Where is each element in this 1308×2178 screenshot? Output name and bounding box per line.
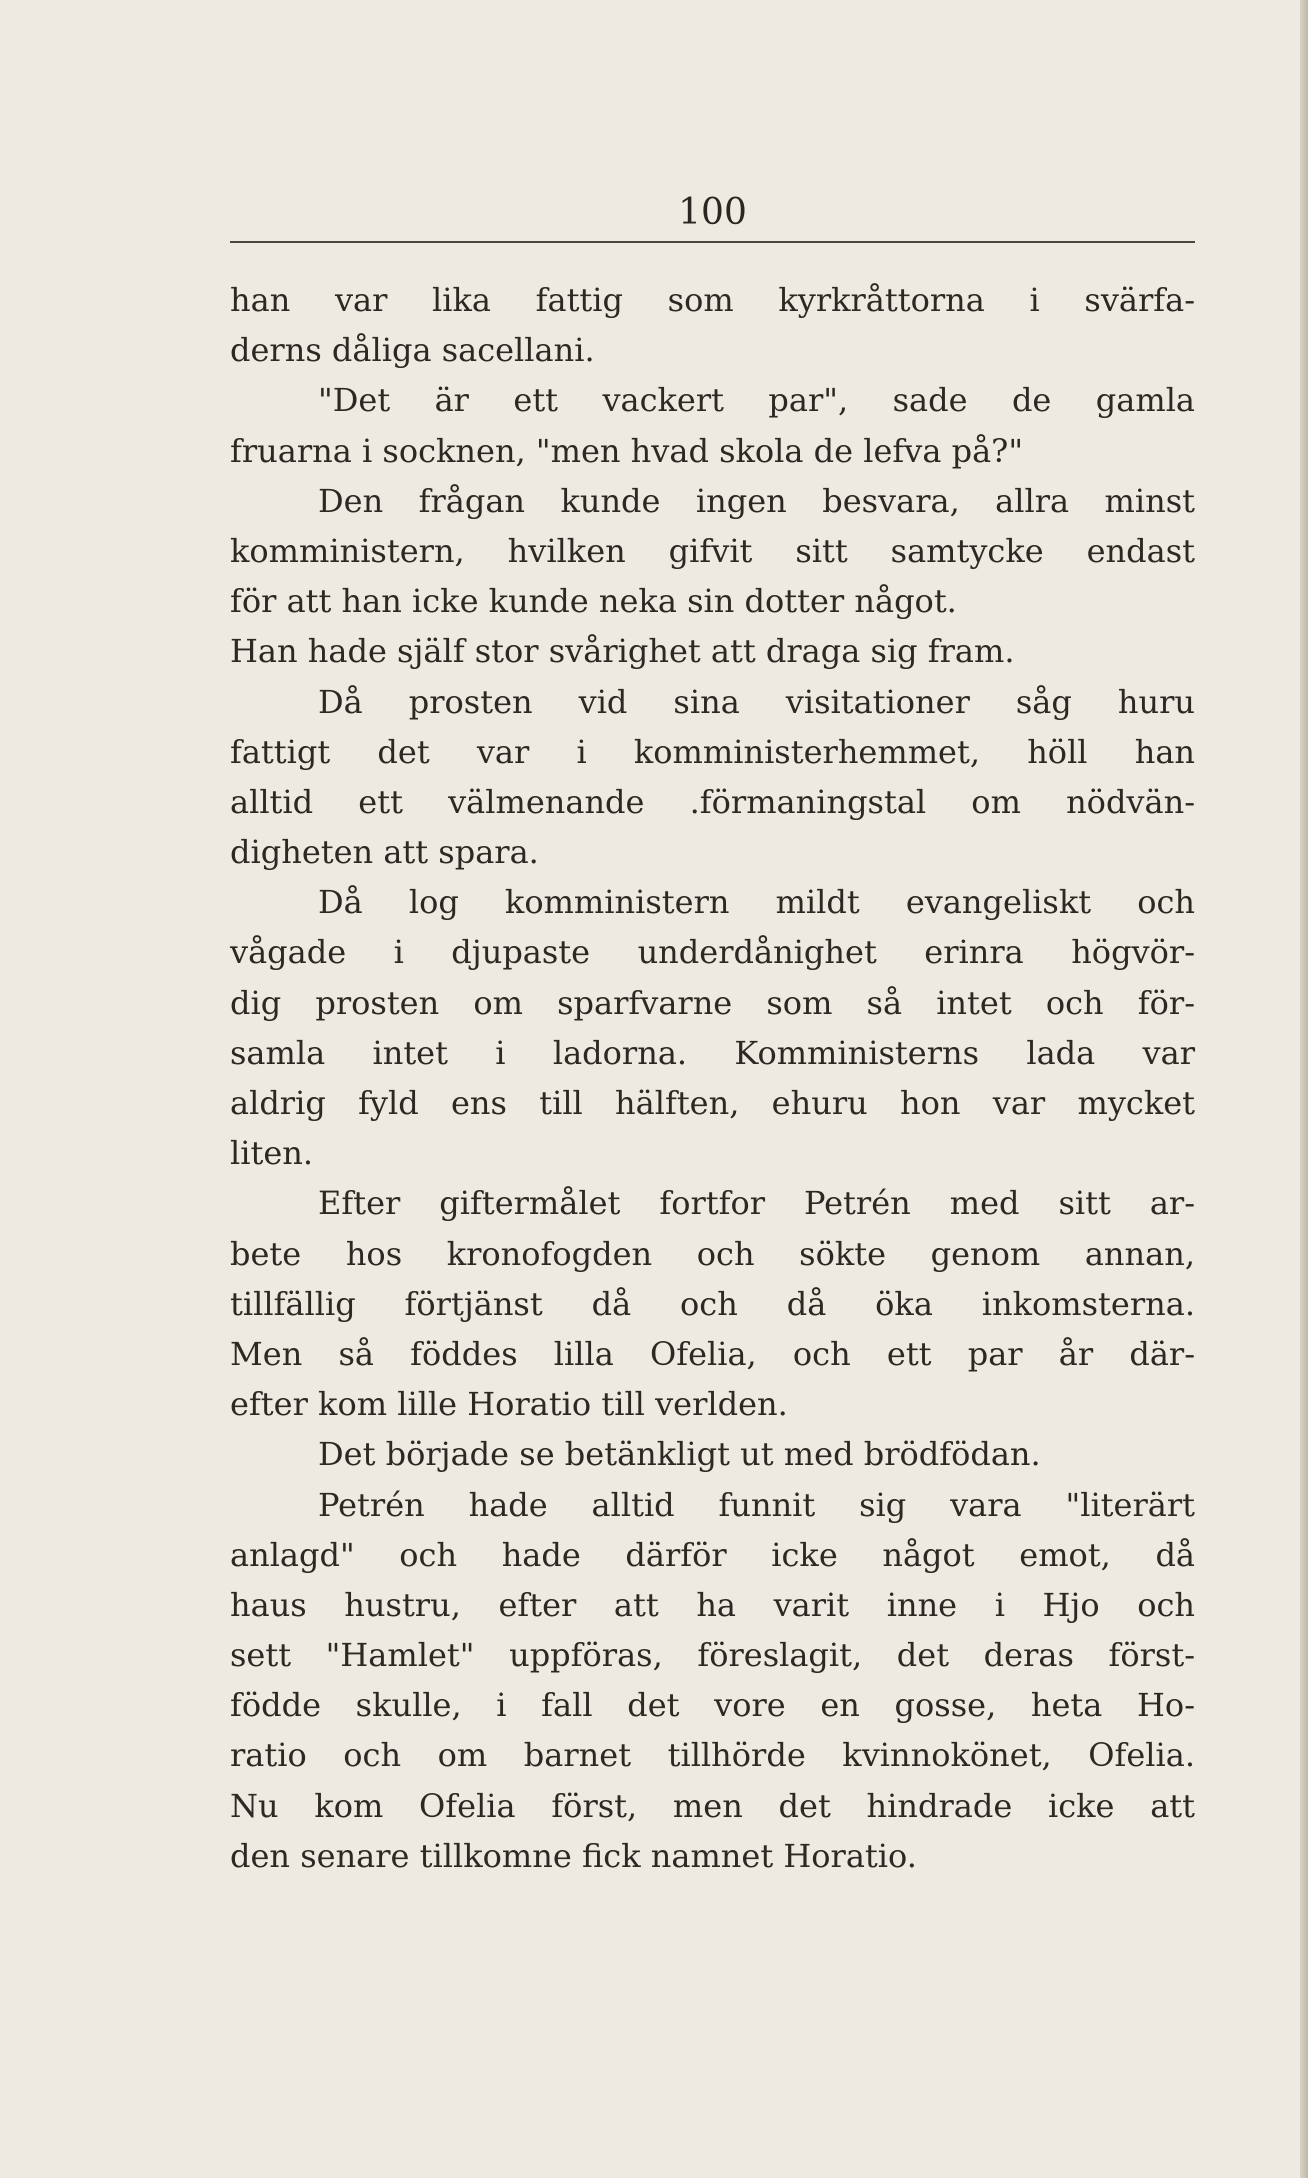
text-line: Det började se betänkligt ut med brödfödan. (318, 1435, 1041, 1474)
text-line: dig prosten om sparfvarne som så intet och för- (230, 983, 1195, 1022)
text-line: fruarna i socknen, "men hvad skola de lefva på?" (230, 431, 1024, 470)
text-line: Efter giftermålet fortfor Petrén med sitt ar- (318, 1184, 1195, 1223)
text-line: vågade i djupaste underdånighet erinra högvör- (230, 933, 1195, 972)
text-line: aldrig fyld ens till hälften, ehuru hon var mycket (230, 1084, 1195, 1122)
text-line: han var lika fattig som kyrkråttorna i svärfa- (230, 281, 1195, 319)
header-rule (230, 241, 1195, 243)
text-line: liten. (230, 1134, 314, 1173)
text-line: alltid ett välmenande .förmaningstal om nödvän- (230, 782, 1195, 821)
text-line: den senare tillkomne fick namnet Horatio. (230, 1836, 917, 1875)
text-line: fattigt det var i komministerhemmet, höll han (230, 732, 1195, 771)
text-line: Då log komministern mildt evangeliskt och (318, 883, 1195, 922)
text-line: födde skulle, i fall det vore en gosse, heta Ho- (230, 1686, 1195, 1725)
text-line: komministern, hvilken gifvit sitt samtycke endast (230, 531, 1195, 570)
text-line: haus hustru, efter att ha varit inne i Hjo och (230, 1585, 1195, 1624)
text-line: samla intet i ladorna. Komministerns lada var (230, 1033, 1195, 1072)
text-line: för att han icke kunde neka sin dotter något. (230, 582, 957, 621)
text-line: tillfällig förtjänst då och då öka inkomsterna. (230, 1284, 1195, 1323)
text-line: derns dåliga sacellani. (230, 331, 595, 370)
text-line: Men så föddes lilla Ofelia, och ett par år där- (230, 1334, 1195, 1373)
text-line: digheten att spara. (230, 833, 539, 872)
page-number: 100 (678, 192, 747, 233)
body-text (230, 275, 1195, 1881)
text-line: Den frågan kunde ingen besvara, allra minst (318, 481, 1195, 520)
page-edge (1300, 0, 1308, 2178)
page-header (230, 185, 1195, 245)
text-line: bete hos kronofogden och sökte genom annan, (230, 1234, 1195, 1273)
text-line: Då prosten vid sina visitationer såg huru (318, 682, 1195, 721)
text-line: Han hade själf stor svårighet att draga sig fram. (230, 632, 1015, 671)
text-line: sett "Hamlet" uppföras, föreslagit, det deras först- (230, 1636, 1195, 1675)
text-line: Nu kom Ofelia först, men det hindrade icke att (230, 1786, 1195, 1825)
text-line: anlagd" och hade därför icke något emot, då (230, 1535, 1195, 1574)
text-line: Petrén hade alltid funnit sig vara "literärt (318, 1485, 1195, 1524)
text-line: "Det är ett vackert par", sade de gamla (318, 381, 1195, 420)
text-line: efter kom lille Horatio till verlden. (230, 1385, 788, 1424)
text-line: ratio och om barnet tillhörde kvinnokönet, Ofelia. (230, 1736, 1195, 1775)
